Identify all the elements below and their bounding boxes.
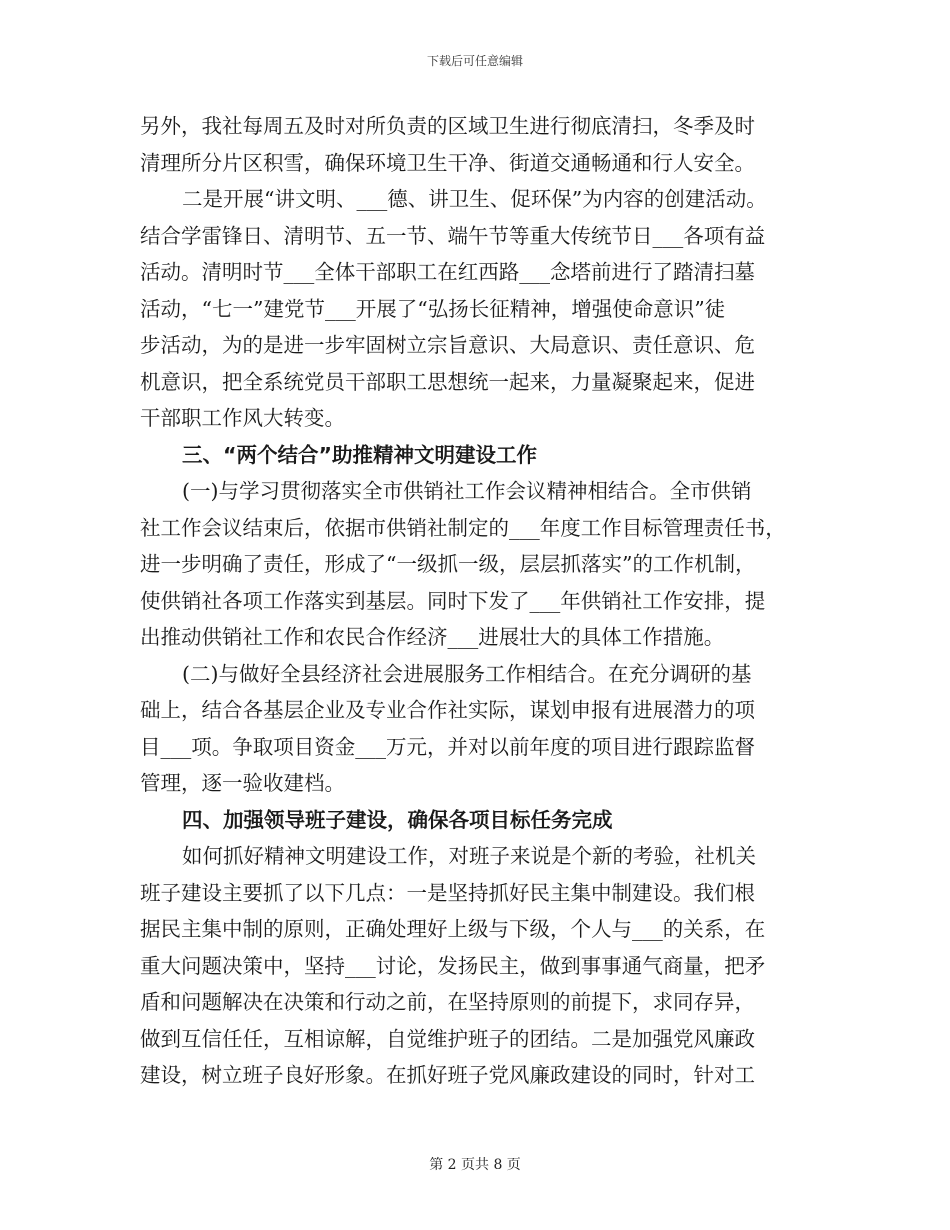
section-heading: 四、加强领导班子建设，确保各项目标任务完成 [182, 807, 613, 832]
paragraph-line: 据民主集中制的原则，正确处理好上级与下级，个人与___的关系，在 [140, 917, 766, 941]
paragraph-line: (二)与做好全县经济社会进展服务工作相结合。在充分调研的基 [182, 661, 752, 686]
paragraph-line: 出推动供销社工作和农民合作经济___进展壮大的具体工作措施。 [140, 625, 725, 649]
paragraph-line: 结合学雷锋日、清明节、五一节、端午节等重大传统节日___各项有益 [140, 223, 766, 248]
paragraph-line: 班子建设主要抓了以下几点：一是坚持抓好民主集中制建设。我们根 [140, 880, 755, 905]
paragraph-line: 做到互信任任，互相谅解，自觉维护班子的团结。二是加强党风廉政 [140, 1026, 755, 1051]
paragraph-line: 进一步明确了责任，形成了“一级抓一级，层层抓落实”的工作机制， [140, 552, 756, 576]
paragraph-line: 盾和问题解决在决策和行动之前，在坚持原则的前提下，求同存异， [140, 990, 755, 1014]
paragraph-line: 活动，“七一”建党节___开展了“弘扬长征精神，增强使命意识”徒 [140, 296, 726, 321]
paragraph-line: 社工作会议结束后，依据市供销社制定的___年度工作目标管理责任书， [140, 515, 786, 540]
paragraph-line: 管理，逐一验收建档。 [140, 771, 345, 795]
section-heading: 三、“两个结合”助推精神文明建设工作 [182, 442, 537, 467]
paragraph-line: 建设，树立班子良好形象。在抓好班子党风廉政建设的同时，针对工 [140, 1063, 755, 1087]
paragraph-line: (一)与学习贯彻落实全市供销社工作会议精神相结合。全市供销 [182, 479, 752, 503]
paragraph-line: 干部职工作风大转变。 [140, 406, 345, 430]
paragraph-line: 如何抓好精神文明建设工作，对班子来说是个新的考验，社机关 [182, 844, 756, 868]
paragraph-line: 目___项。争取项目资金___万元，并对以前年度的项目进行跟踪监督 [140, 734, 755, 759]
paragraph-line: 活动。清明时节___全体干部职工在红西路___念塔前进行了踏清扫墓 [140, 260, 755, 284]
paragraph-line: 清理所分片区积雪，确保环境卫生干净、街道交通畅通和行人安全。 [140, 150, 755, 175]
paragraph-line: 使供销社各项工作落实到基层。同时下发了___年供销社工作安排，提 [140, 588, 766, 613]
page-footer: 第 2 页共 8 页 [429, 1157, 521, 1173]
document-body [140, 108, 830, 1094]
paragraph-line: 步活动，为的是进一步牢固树立宗旨意识、大局意识、责任意识、危 [140, 333, 755, 357]
paragraph-line: 二是开展“讲文明、___德、讲卫生、促环保”为内容的创建活动。 [182, 187, 767, 211]
paragraph-line: 机意识，把全系统党员干部职工思想统一起来，力量凝聚起来，促进 [140, 369, 755, 394]
paragraph-line: 另外，我社每周五及时对所负责的区域卫生进行彻底清扫，冬季及时 [140, 114, 755, 138]
page-header: 下载后可任意编辑 [426, 54, 523, 68]
paragraph-line: 础上，结合各基层企业及专业合作社实际，谋划申报有进展潜力的项 [140, 698, 755, 722]
paragraph-line: 重大问题决策中，坚持___讨论，发扬民主，做到事事通气商量，把矛 [140, 953, 766, 978]
